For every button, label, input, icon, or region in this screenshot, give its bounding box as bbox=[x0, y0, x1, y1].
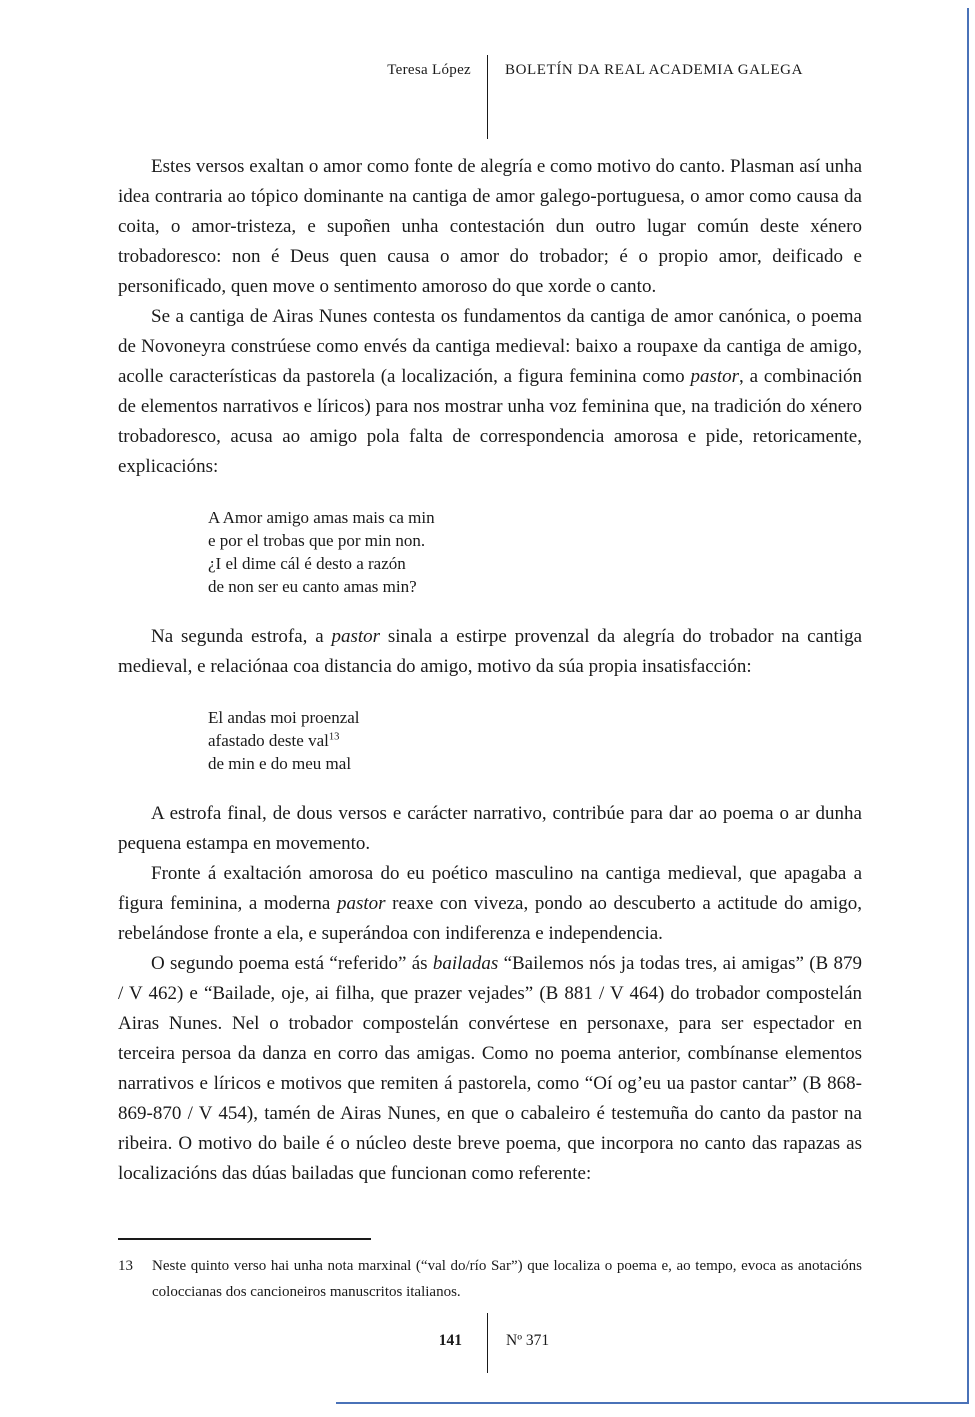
verse-quote bbox=[208, 506, 862, 598]
running-head-author: Teresa López bbox=[387, 62, 471, 78]
text-run: “Bailemos nós ja todas tres, ai amigas” (B 879 / V 462) e “Bailade, oje, ai filha, que prazer vejades” (B 881 / V 464) do trobador compostelán Airas Nunes. Nel o trobador compostelán convértese en personaxe, para ser espectador en terceira persoa da danza en corro das amigas. Como no poema anterior, combínanse elementos narrativos e líricos e motivos que remiten á pastorela, como “Oí og’eu ua pastor cantar” (B 868-869-870 / V 454), tamén de Airas Nunes, en que o cabaleiro é testemuña do canto da pastor na ribeira. O motivo do baile é o núcleo deste breve poema, que incorpora no canto das rapazas as localizacións das dúas bailadas que funcionan como referente: bbox=[118, 953, 862, 1184]
footnote-area bbox=[118, 1238, 862, 1305]
text-run: de min e do meu mal bbox=[208, 754, 352, 773]
verse-line bbox=[208, 529, 862, 552]
body-paragraph bbox=[118, 622, 862, 682]
text-run: A Amor amigo amas mais ca min bbox=[208, 508, 435, 527]
running-head-divider bbox=[487, 55, 488, 139]
text-run: afastado deste val bbox=[208, 731, 329, 750]
text-run: Se a cantiga de Airas Nunes contesta os fundamentos da cantiga de amor canónica, o poema de Novoneyra constrúese como envés da cantiga medieval: baixo a roupaxe da cantiga de amigo, acolle características da pastorela (a localización, a figura feminina como bbox=[118, 306, 862, 387]
text-run: e por el trobas que por min non. bbox=[208, 531, 426, 550]
body-paragraph bbox=[118, 859, 862, 949]
text-run: El andas moi proenzal bbox=[208, 708, 360, 727]
verse-line bbox=[208, 706, 862, 729]
footer-divider bbox=[487, 1313, 488, 1373]
footnote bbox=[118, 1253, 862, 1305]
body-paragraph bbox=[118, 949, 862, 1189]
page-boundary-bottom bbox=[336, 1402, 969, 1404]
issue-number: Nº 371 bbox=[506, 1332, 550, 1349]
verse-line bbox=[208, 552, 862, 575]
italic-term: pastor bbox=[331, 626, 381, 647]
footnote-text: Neste quinto verso hai unha nota marxinal (“val do/río Sar”) que localiza o poema e, ao tempo, evoca as anotacións coloccianas dos cancioneiros manuscritos italianos. bbox=[152, 1257, 862, 1300]
running-head-journal-title: BOLETÍN DA REAL ACADEMIA GALEGA bbox=[505, 62, 804, 78]
text-run: O segundo poema está “referido” ás bbox=[151, 953, 433, 974]
page-boundary-right bbox=[967, 8, 969, 1404]
text-run: ¿I el dime cál é desto a razón bbox=[208, 554, 406, 573]
italic-term: pastor bbox=[690, 366, 740, 387]
text-run: Fronte á exaltación amorosa do eu poético masculino na cantiga medieval, que apagaba a figura feminina, a moderna bbox=[118, 863, 862, 914]
verse-line bbox=[208, 752, 862, 775]
text-run: Estes versos exaltan o amor como fonte de alegría e como motivo do canto. Plasman así unha idea contraria ao tópico dominante na cantiga de amor galego-portuguesa, o amor como causa da coita, o amor-tristeza, e supoñen unha contestación dun outro lugar común deste xénero trobadoresco: non é Deus quen causa o amor do trobador; é o propio amor, deificado e personificado, quen move o sentimento amoroso do que xorde o canto. bbox=[118, 156, 862, 297]
italic-term: pastor bbox=[336, 893, 386, 914]
text-run: de non ser eu canto amas min? bbox=[208, 577, 417, 596]
body-paragraph bbox=[118, 152, 862, 302]
footnote-number: 13 bbox=[118, 1257, 133, 1274]
verse-quote bbox=[208, 706, 862, 775]
body-paragraph bbox=[118, 799, 862, 859]
text-run: sinala a estirpe provenzal da alegría do trobador na cantiga medieval, e relaciónaa coa distancia do amigo, motivo da súa propia insatisfacción: bbox=[118, 626, 862, 677]
text-run: Na segunda estrofa, a bbox=[151, 626, 332, 647]
text-run: , a combinación de elementos narrativos e líricos) para nos mostrar unha voz feminina que, na tradición do xénero trobadoresco, acusa ao amigo pola falta de correspondencia amorosa e pide, retoricamente, explicacións: bbox=[118, 366, 862, 477]
verse-line bbox=[208, 575, 862, 598]
body-blocks bbox=[118, 152, 862, 1189]
text-run: A estrofa final, de dous versos e carácter narrativo, contribúe para dar ao poema o ar dunha pequena estampa en movemento. bbox=[118, 803, 862, 854]
footnote-marker: 13 bbox=[328, 731, 340, 743]
page-number: 141 bbox=[438, 1332, 462, 1349]
verse-line bbox=[208, 729, 862, 752]
italic-term: bailadas bbox=[432, 953, 499, 974]
footnote-rule bbox=[118, 1238, 371, 1240]
body-paragraph bbox=[118, 302, 862, 482]
text-run: reaxe con viveza, pondo ao descuberto a actitude do amigo, rebelándose fronte a ela, e superándoa con indiferenza e independencia. bbox=[118, 893, 862, 944]
verse-line bbox=[208, 506, 862, 529]
